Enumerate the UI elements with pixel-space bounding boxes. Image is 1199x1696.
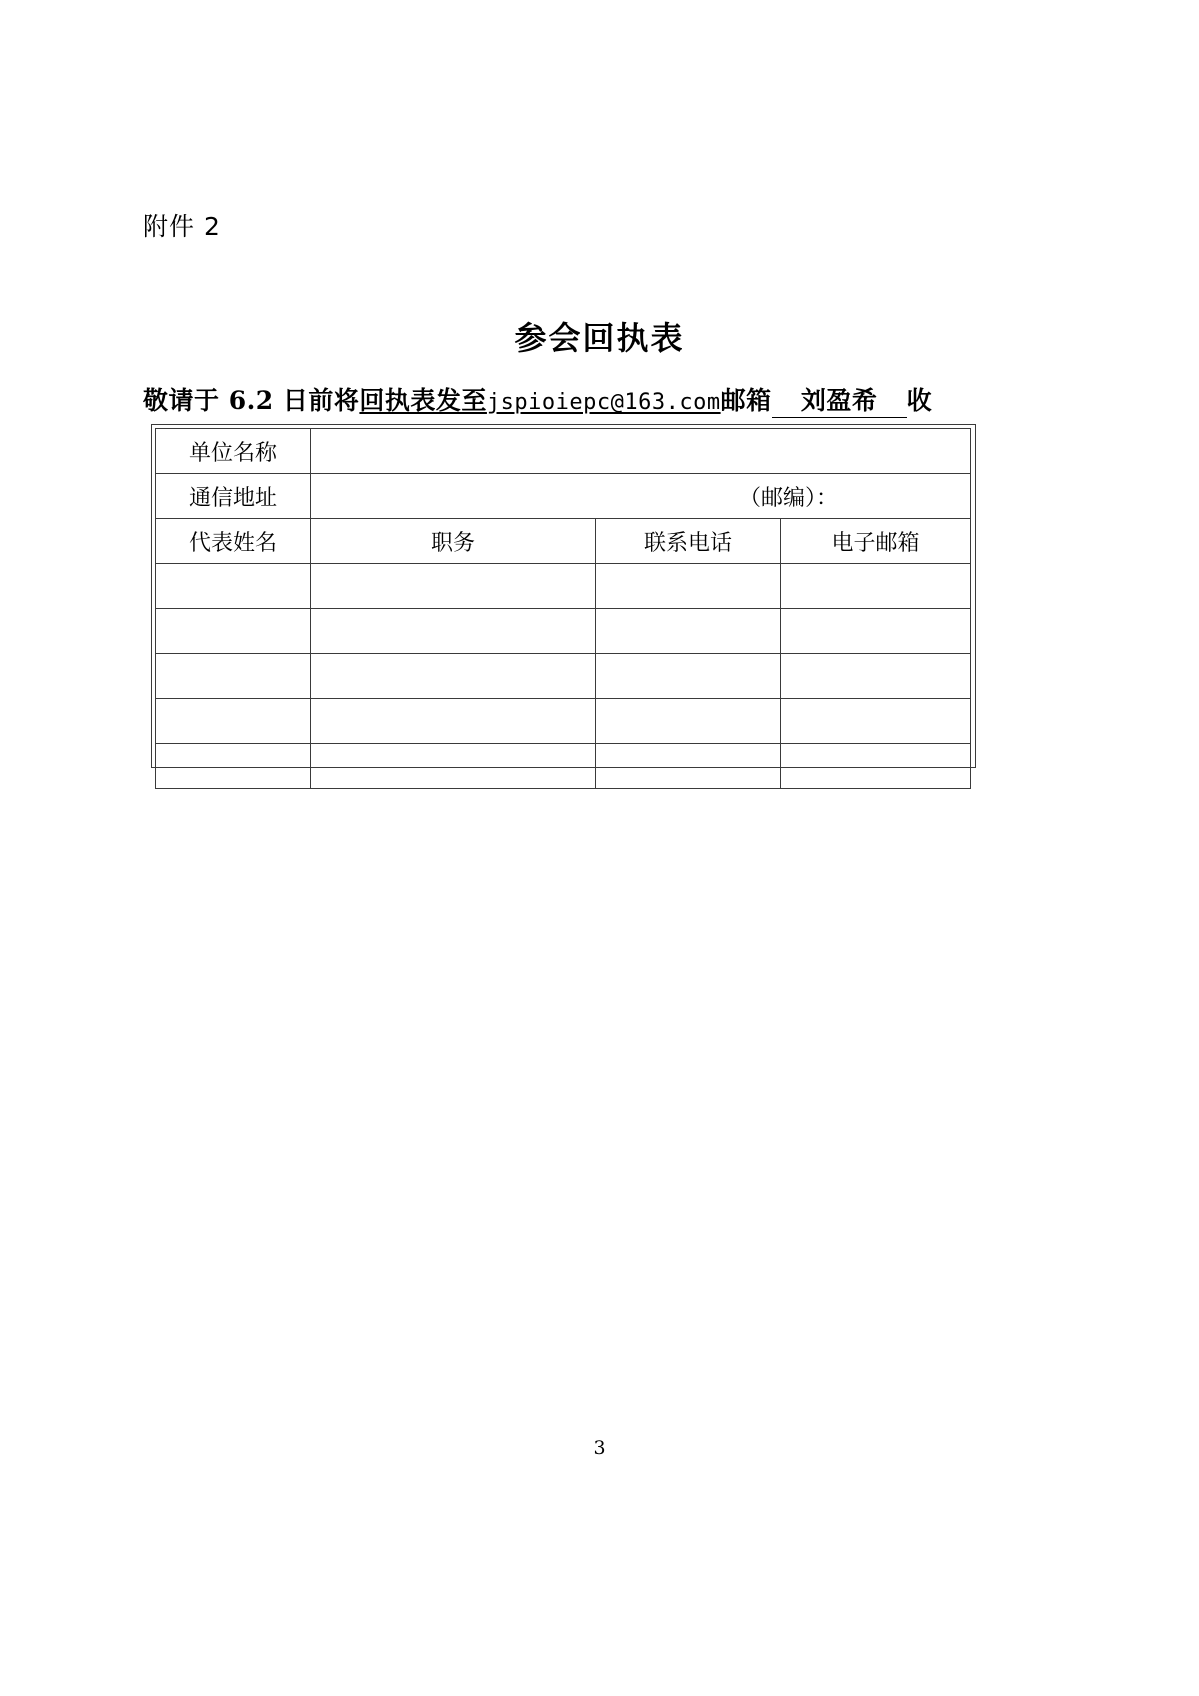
cell-phone[interactable] xyxy=(596,564,781,609)
cell-address-label: 通信地址 xyxy=(156,474,311,519)
cell-address-value[interactable] xyxy=(311,474,971,519)
table-row-address xyxy=(156,474,971,519)
attachment-label: 附件 2 xyxy=(143,212,221,241)
cell-phone[interactable] xyxy=(596,609,781,654)
cell-email[interactable] xyxy=(781,744,971,789)
cell-phone[interactable] xyxy=(596,654,781,699)
cell-name[interactable] xyxy=(156,744,311,789)
cell-position[interactable] xyxy=(311,654,596,699)
table-row-unit xyxy=(156,429,971,474)
table-header-row xyxy=(156,519,971,564)
notice-prefix: 敬请于 6.2 日前将 xyxy=(143,386,360,415)
cell-position[interactable] xyxy=(311,609,596,654)
header-name: 代表姓名 xyxy=(156,519,311,564)
cell-name[interactable] xyxy=(156,699,311,744)
cell-email[interactable] xyxy=(781,564,971,609)
table-row xyxy=(156,609,971,654)
header-phone: 联系电话 xyxy=(596,519,781,564)
table-row xyxy=(156,744,971,789)
table-row xyxy=(156,564,971,609)
header-email: 电子邮箱 xyxy=(781,519,971,564)
notice-receive-word: 收 xyxy=(906,386,933,415)
notice-recipient-name: 刘盈希 xyxy=(772,381,907,418)
notice-line xyxy=(143,381,932,418)
table-row xyxy=(156,699,971,744)
cell-email[interactable] xyxy=(781,699,971,744)
notice-email: jspioiepc@163.com xyxy=(486,390,721,415)
cell-name[interactable] xyxy=(156,654,311,699)
cell-name[interactable] xyxy=(156,564,311,609)
cell-position[interactable] xyxy=(311,564,596,609)
header-position: 职务 xyxy=(311,519,596,564)
cell-email[interactable] xyxy=(781,654,971,699)
cell-unit-label: 单位名称 xyxy=(156,429,311,474)
notice-underlined-text: 回执表发至 xyxy=(359,386,487,415)
zipcode-label: （邮编）： xyxy=(738,485,838,511)
cell-name[interactable] xyxy=(156,609,311,654)
cell-position[interactable] xyxy=(311,744,596,789)
table-row xyxy=(156,654,971,699)
cell-position[interactable] xyxy=(311,699,596,744)
notice-mailbox-word: 邮箱 xyxy=(720,386,772,415)
cell-email[interactable] xyxy=(781,609,971,654)
cell-phone[interactable] xyxy=(596,699,781,744)
receipt-table xyxy=(155,428,971,789)
page-title: 参会回执表 xyxy=(514,319,685,357)
cell-phone[interactable] xyxy=(596,744,781,789)
cell-unit-value[interactable] xyxy=(311,429,971,474)
page-number: 3 xyxy=(593,1437,606,1459)
